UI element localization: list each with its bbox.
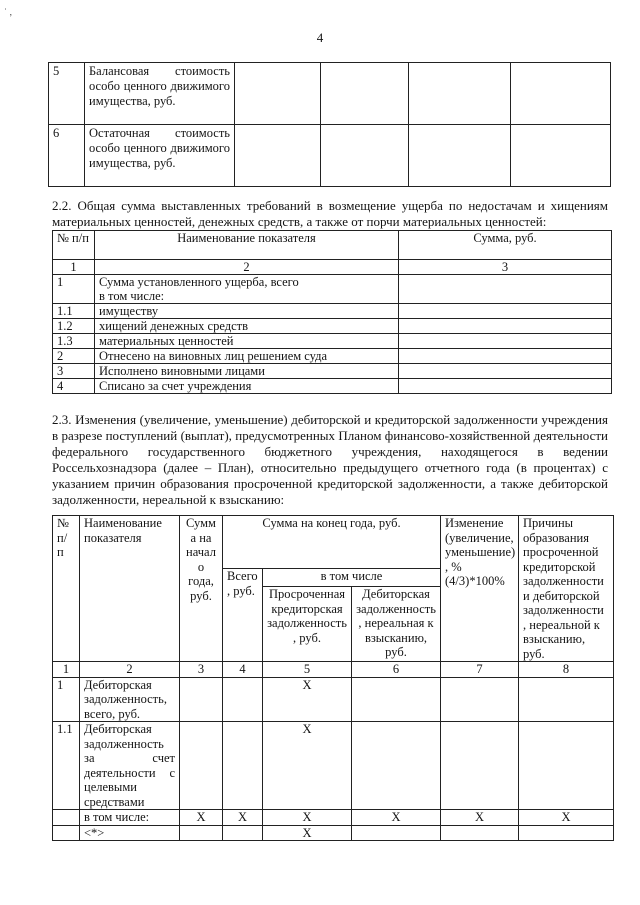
row-label: Балансовая стоимость особо ценного движимого имущества, руб. [85,63,235,125]
table-row: в том числе: X X X X X X [53,810,614,826]
row-label: Остаточная стоимость особо ценного движимого имущества, руб. [85,125,235,187]
section-2-3-text: 2.3. Изменения (увеличение, уменьшение) дебиторской и кредиторской задолженности учреждения в разрезе поступлений (выплат), предусмотренных Планом финансово-хозяйственной деятельности федерального государственного бюджетного учреждения, находящегося в ведении Россельхознадзора (далее – План), относительно предыдущего отчетного года (в процентах) с указанием причин образования просроченной кредиторской задолженности, а также дебиторской задолженности, нереальной к взысканию: [52,412,608,507]
row-label: Списано за счет учреждения [95,379,399,394]
table-row [49,125,611,187]
header-end-group: Сумма на конец года, руб. [223,516,441,569]
row-number: 6 [49,125,85,187]
table-row: 1 Дебиторская задолженность, всего, руб. X [53,677,614,722]
header-num: № п/ п [53,516,80,662]
table-row: 4 Списано за счет учреждения [53,379,612,394]
corner-marks: ˙ ‚ [4,7,13,17]
header-change: Изменение (увеличение, уменьшение) , % (4/3)*100% [441,516,519,662]
row-number: 5 [49,63,85,125]
column-number-row: 1 2 3 4 5 6 7 8 [53,662,614,678]
header-start: Сумм а на начал о года, руб. [180,516,223,662]
header-total: Всего , руб. [223,569,263,662]
row-sublabel: в том числе: [99,289,165,303]
page-number: 4 [316,30,324,45]
row-label: имуществу [95,304,399,319]
table-header-row [53,516,614,569]
row-label: материальных ценностей [95,334,399,349]
header-bad-debt: Дебиторская задолженность , нереальная к взысканию, руб. [352,587,441,662]
table-row: 2 Отнесено на виновных лиц решением суда [53,349,612,364]
row-label: <*> [80,825,180,841]
table-row: 1.2 хищений денежных средств [53,319,612,334]
table-row: 1.1 Дебиторская задолженность за счет деятельности с целевыми средствами X [53,722,614,810]
header-in-that: в том числе [263,569,441,587]
header-num: № п/п [53,231,95,260]
row-label: Исполнено виновными лицами [95,364,399,379]
row-label: Дебиторская задолженность, всего, руб. [80,677,180,722]
table-row: <*> X [53,825,614,841]
row-label: Сумма установленного ущерба, всего [99,275,299,289]
table-row: 1 Сумма установленного ущерба, всего в том числе: [53,275,612,304]
row-label: Отнесено на виновных лиц решением суда [95,349,399,364]
row-label: хищений денежных средств [95,319,399,334]
asset-value-table [48,62,611,187]
header-reasons: Причины образования просроченной кредиторской задолженности и дебиторской задолженности , нереальной к взысканию, руб. [519,516,614,662]
header-sum: Сумма, руб. [399,231,612,260]
header-overdue: Просроченная кредиторская задолженность , руб. [263,587,352,662]
section-2-2-text: 2.2. Общая сумма выставленных требований в возмещение ущерба по недостачам и хищениям материальных ценностей, денежных средств, а также от порчи материальных ценностей: [52,198,608,229]
table-header-row [53,231,612,260]
debt-changes-table [52,515,614,841]
table-row: 1.3 материальных ценностей [53,334,612,349]
header-name: Наименование показателя [95,231,399,260]
damage-claims-table [52,230,612,394]
header-name: Наименование показателя [80,516,180,662]
table-row: 3 Исполнено виновными лицами [53,364,612,379]
table-row: 1.1 имуществу [53,304,612,319]
row-label: в том числе: [80,810,180,826]
table-row [49,63,611,125]
row-label: Дебиторская задолженность за счет деятельности с целевыми средствами [80,722,180,810]
column-number-row: 1 2 3 [53,260,612,275]
